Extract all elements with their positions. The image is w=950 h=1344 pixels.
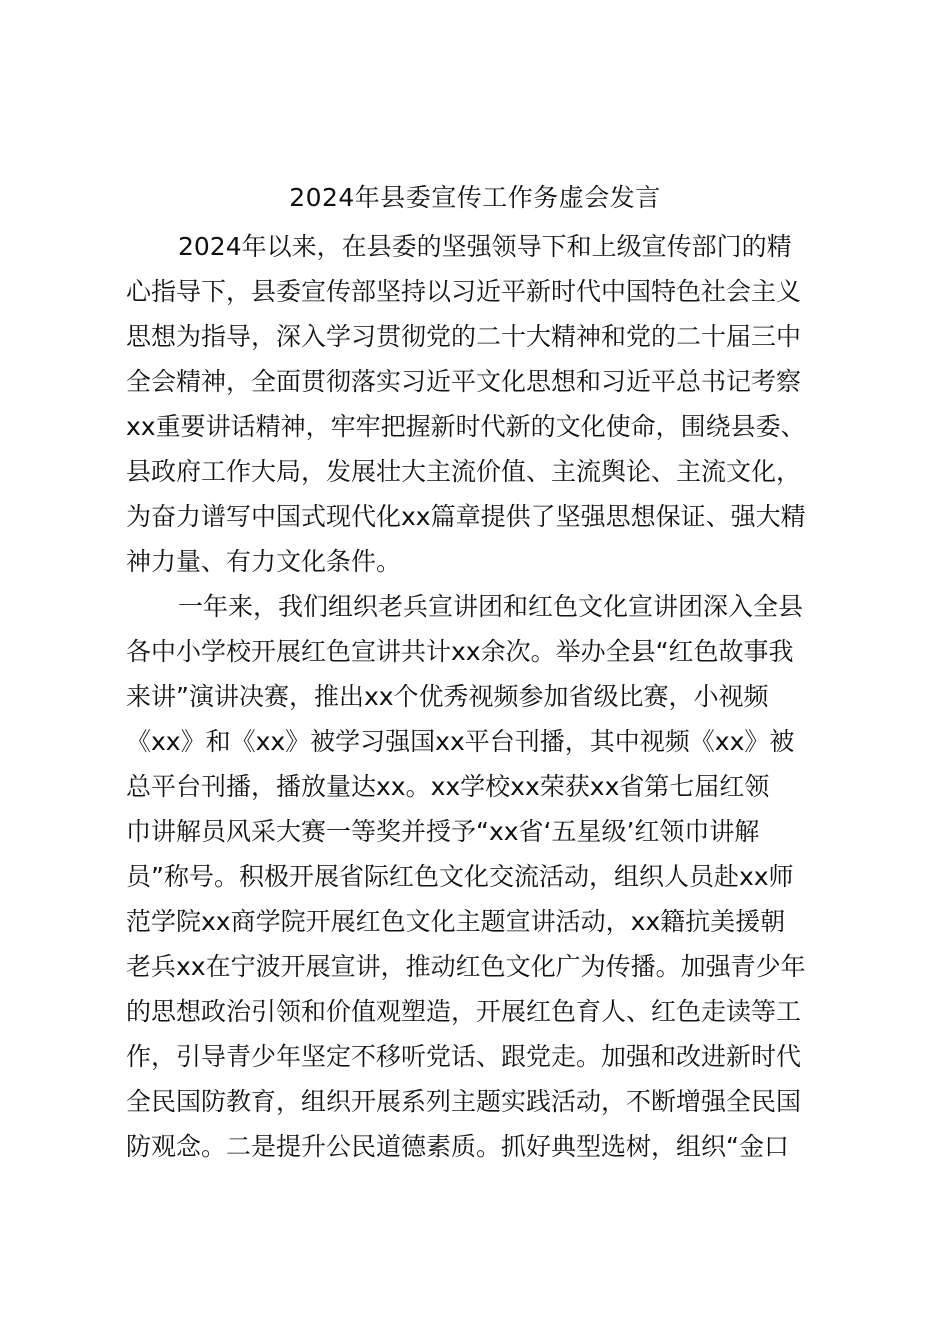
text-line: 总平台刊播，播放量达xx。xx学校xx荣获xx省第七届红领 xyxy=(126,772,770,801)
paragraph-achievements xyxy=(126,584,834,1169)
text-line: 心指导下，县委宣传部坚持以习近平新时代中国特色社会主义 xyxy=(126,277,802,306)
document-title: 2024年县委宣传工作务虚会发言 xyxy=(289,183,661,212)
text-line: 全民国防教育，组织开展系列主题实践活动，不断增强全民国 xyxy=(126,1087,802,1116)
text-line: 2024年以来，在县委的坚强领导下和上级宣传部门的精 xyxy=(178,232,792,261)
text-line: 全会精神，全面贯彻落实习近平文化思想和习近平总书记考察 xyxy=(126,367,802,396)
text-line: 思想为指导，深入学习贯彻党的二十大精神和党的二十届三中 xyxy=(126,322,802,351)
text-line: 巾讲解员风采大赛一等奖并授予“xx省‘五星级’红领巾讲解 xyxy=(126,817,760,846)
text-line: 防观念。二是提升公民道德素质。抓好典型选树，组织“金口 xyxy=(126,1132,789,1161)
text-line: 员”称号。积极开展省际红色文化交流活动，组织人员赴xx师 xyxy=(126,862,794,891)
text-line: 来讲”演讲决赛，推出xx个优秀视频参加省级比赛，小视频 xyxy=(126,682,769,711)
text-line: 神力量、有力文化条件。 xyxy=(126,547,402,576)
text-line: 老兵xx在宁波开展宣讲，推动红色文化广为传播。加强青少年 xyxy=(126,952,806,981)
text-line: 各中小学校开展红色宣讲共计xx余次。举办全县“红色故事我 xyxy=(126,637,794,666)
text-line: 《xx》和《xx》被学习强国xx平台刊播，其中视频《xx》被 xyxy=(126,727,795,756)
paragraph-intro xyxy=(126,224,834,584)
text-line: 的思想政治引领和价值观塑造，开展红色育人、红色走读等工 xyxy=(126,997,802,1026)
text-line: 范学院xx商学院开展红色文化主题宣讲活动，xx籍抗美援朝 xyxy=(126,907,786,936)
text-line: 县政府工作大局，发展壮大主流价值、主流舆论、主流文化， xyxy=(126,457,802,486)
text-line: 一年来，我们组织老兵宣讲团和红色文化宣讲团深入全县 xyxy=(178,592,804,621)
text-line: 为奋力谱写中国式现代化xx篇章提供了坚强思想保证、强大精 xyxy=(126,502,806,531)
text-line: xx重要讲话精神，牢牢把握新时代新的文化使命，围绕县委、 xyxy=(126,412,806,441)
text-line: 作，引导青少年坚定不移听党话、跟党走。加强和改进新时代 xyxy=(126,1042,802,1071)
